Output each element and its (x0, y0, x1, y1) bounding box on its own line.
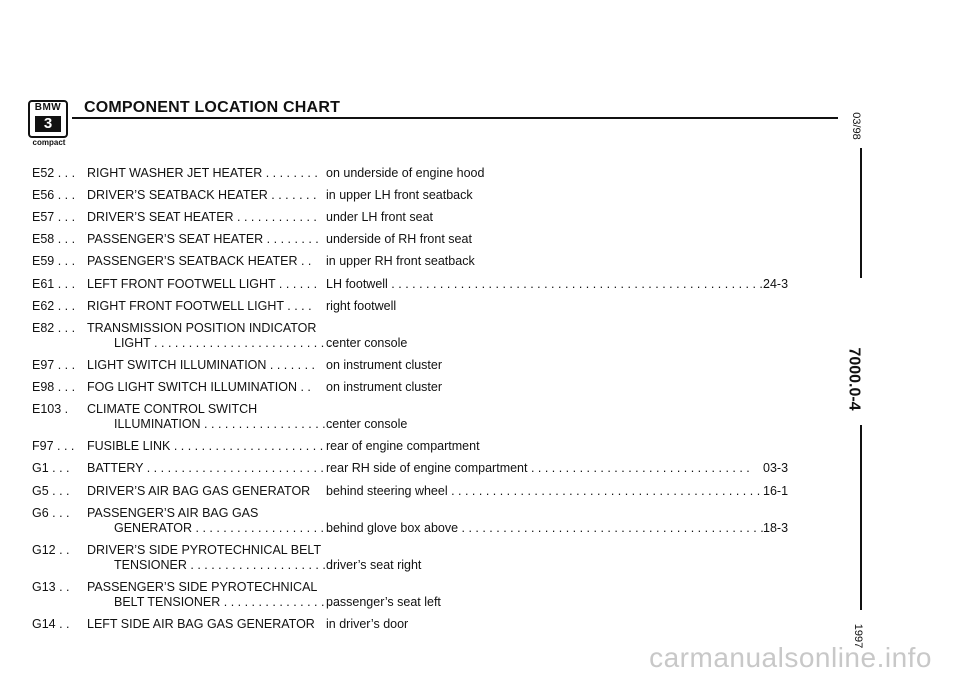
side-page-number: 7000.0-4 (845, 347, 863, 411)
component-code: G13 . . (32, 580, 70, 594)
bmw-logo (28, 100, 68, 138)
component-location: center console (326, 417, 408, 431)
table-row-continuation (0, 520, 840, 536)
side-rule-top (860, 148, 862, 278)
table-row (0, 505, 840, 521)
component-location: rear RH side of engine compartment . . . . . . . . . . . . . . . . . . . . . . . . . . . . . . . . (326, 461, 750, 475)
component-code: G5 . . . (32, 484, 70, 498)
component-code: E56 . . . (32, 188, 76, 202)
component-location: in upper RH front seatback (326, 254, 475, 268)
component-location: on underside of engine hood (326, 166, 485, 180)
component-code: E61 . . . (32, 277, 76, 291)
component-name: DRIVER’S SEAT HEATER . . . . . . . . . . . . (87, 210, 317, 224)
side-year: 1997 (852, 623, 865, 649)
component-name: PASSENGER’S SIDE PYROTECHNICAL (87, 580, 318, 594)
component-name: BATTERY . . . . . . . . . . . . . . . . . . . . . . . . . . (87, 461, 324, 475)
table-row (0, 231, 840, 247)
component-name: RIGHT WASHER JET HEATER . . . . . . . . (87, 166, 318, 180)
component-code: F97 . . . (32, 439, 75, 453)
table-row (0, 483, 840, 499)
component-name: DRIVER’S AIR BAG GAS GENERATOR (87, 484, 311, 498)
component-location: behind steering wheel . . . . . . . . . . . . . . . . . . . . . . . . . . . . . . . . . . . . . . . . . . . . . (326, 484, 761, 498)
component-code: E59 . . . (32, 254, 76, 268)
side-date: 03/98 (849, 112, 862, 140)
component-ref: 18-3 (763, 521, 789, 535)
component-location: passenger’s seat left (326, 595, 441, 609)
component-name: DRIVER’S SIDE PYROTECHNICAL BELT (87, 543, 322, 557)
component-name: DRIVER’S SEATBACK HEATER . . . . . . . (87, 188, 317, 202)
component-name: RIGHT FRONT FOOTWELL LIGHT . . . . (87, 299, 312, 313)
component-name-cont: TENSIONER . . . . . . . . . . . . . . . . . . . . . . (114, 558, 340, 572)
component-code: E52 . . . (32, 166, 76, 180)
component-name-cont: BELT TENSIONER . . . . . . . . . . . . . . . . . (114, 595, 339, 609)
table-row (0, 357, 840, 373)
component-name-cont: ILLUMINATION . . . . . . . . . . . . . . . . . . . (114, 417, 333, 431)
table-row (0, 165, 840, 181)
component-name: LEFT FRONT FOOTWELL LIGHT . . . . . . (87, 277, 318, 291)
logo-model: 3 (35, 116, 61, 132)
component-name: PASSENGER’S SEAT HEATER . . . . . . . . (87, 232, 319, 246)
component-name: FUSIBLE LINK . . . . . . . . . . . . . . . . . . . . . . (87, 439, 324, 453)
component-location: underside of RH front seat (326, 232, 472, 246)
component-code: E57 . . . (32, 210, 76, 224)
table-row (0, 320, 840, 336)
component-name: FOG LIGHT SWITCH ILLUMINATION . . (87, 380, 311, 394)
component-name: CLIMATE CONTROL SWITCH (87, 402, 258, 416)
component-code: E62 . . . (32, 299, 76, 313)
component-name: TRANSMISSION POSITION INDICATOR (87, 321, 317, 335)
component-location: center console (326, 336, 408, 350)
component-location: on instrument cluster (326, 358, 443, 372)
table-row (0, 542, 840, 558)
table-row (0, 616, 840, 632)
component-location: rear of engine compartment (326, 439, 480, 453)
component-name: LIGHT SWITCH ILLUMINATION . . . . . . . (87, 358, 316, 372)
component-name: PASSENGER’S AIR BAG GAS (87, 506, 259, 520)
logo-brand: BMW (34, 102, 62, 113)
component-code: E58 . . . (32, 232, 76, 246)
table-row (0, 276, 840, 292)
component-code: E103 . (32, 402, 69, 416)
table-row (0, 379, 840, 395)
table-row (0, 253, 840, 269)
component-location: on instrument cluster (326, 380, 443, 394)
component-code: G12 . . (32, 543, 70, 557)
component-ref: 03-3 (763, 461, 789, 475)
table-row (0, 187, 840, 203)
logo-sub: compact (32, 138, 66, 147)
component-location: LH footwell . . . . . . . . . . . . . . . . . . . . . . . . . . . . . . . . . . . . . . . . . . . . . . . . . . . . . . . (326, 277, 770, 291)
table-row (0, 401, 840, 417)
component-location: behind glove box above . . . . . . . . . . . . . . . . . . . . . . . . . . . . . . . . . . . . . . . . . . . . (326, 521, 764, 535)
component-name: PASSENGER’S SEATBACK HEATER . . (87, 254, 312, 268)
table-row (0, 209, 840, 225)
component-location: in upper LH front seatback (326, 188, 473, 202)
side-rule-bottom (860, 425, 862, 610)
component-name-cont: LIGHT . . . . . . . . . . . . . . . . . . . . . . . . . . . (114, 336, 339, 350)
page-title: COMPONENT LOCATION CHART (84, 99, 341, 116)
component-ref: 24-3 (763, 277, 789, 291)
component-code: E98 . . . (32, 380, 76, 394)
component-location: in driver’s door (326, 617, 409, 631)
table-row (0, 460, 840, 476)
component-ref: 16-1 (763, 484, 789, 498)
table-row-continuation (0, 335, 840, 351)
component-name: LEFT SIDE AIR BAG GAS GENERATOR (87, 617, 315, 631)
table-row (0, 298, 840, 314)
component-code: E97 . . . (32, 358, 76, 372)
component-location: under LH front seat (326, 210, 434, 224)
watermark: carmanualsonline.info (649, 642, 932, 673)
table-row-continuation (0, 557, 840, 573)
component-code: G14 . . (32, 617, 70, 631)
table-row (0, 438, 840, 454)
component-code: E82 . . . (32, 321, 76, 335)
component-location: driver’s seat right (326, 558, 422, 572)
component-location: right footwell (326, 299, 397, 313)
title-rule (72, 117, 838, 119)
table-row-continuation (0, 416, 840, 432)
component-name-cont: GENERATOR . . . . . . . . . . . . . . . . . . . . . (114, 521, 338, 535)
table-row (0, 579, 840, 595)
component-code: G1 . . . (32, 461, 70, 475)
component-code: G6 . . . (32, 506, 70, 520)
table-row-continuation (0, 594, 840, 610)
